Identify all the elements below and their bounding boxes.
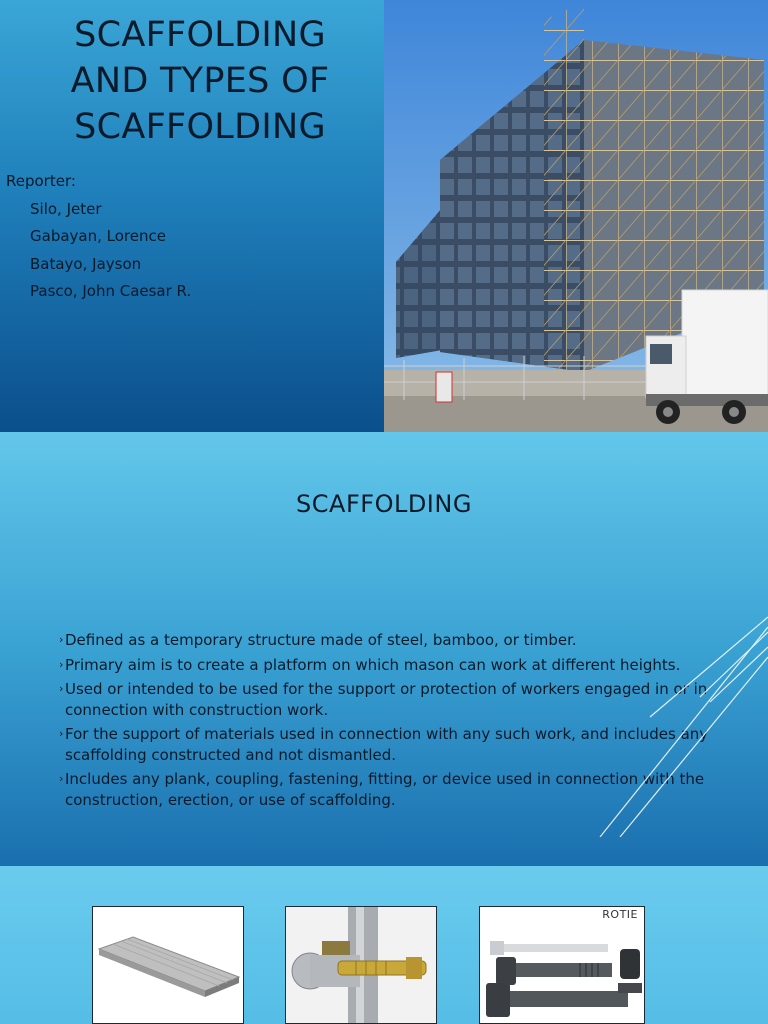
title-line-3: SCAFFOLDING (74, 107, 326, 147)
reporter-label: Reporter: (6, 172, 76, 190)
bullet-chevron-icon: › (59, 657, 64, 671)
reporter-name-1: Silo, Jeter (30, 199, 102, 218)
scaffold-plank-image (92, 906, 244, 1024)
building-scaffolding-photo (384, 0, 768, 432)
definition-slide (0, 432, 768, 866)
title-slide (0, 0, 768, 432)
reporter-name-3: Batayo, Jayson (30, 254, 142, 273)
bullet-text: Defined as a temporary structure made of steel, bamboo, or timber. (65, 631, 577, 649)
brand-label: ROTIE (602, 908, 638, 921)
scaffold-bolts-image (479, 906, 645, 1024)
slide-heading: SCAFFOLDING (296, 490, 472, 518)
bullet-chevron-icon: › (59, 633, 64, 646)
title-line-1: SCAFFOLDING (74, 15, 326, 55)
bullet-chevron-icon: › (59, 682, 64, 695)
bullet-text: Includes any plank, coupling, fastening, fitting, or device used in connection with the construction, erection, or use of scaffolding. (65, 770, 705, 809)
reporter-name-2: Gabayan, Lorence (30, 227, 166, 245)
reporter-name-4: Pasco, John Caesar R. (30, 282, 192, 300)
decorative-lines (590, 597, 768, 837)
bullet-chevron-icon: › (59, 772, 64, 785)
title-line-2: AND TYPES OF (70, 61, 330, 101)
bullet-text: For the support of materials used in connection with any such work, and includes any scaffolding constructed and not dismantled. (65, 725, 709, 764)
reporter-list (6, 168, 191, 306)
scaffold-coupler-image (285, 906, 437, 1024)
bullet-text: Primary aim is to create a platform on which mason can work at different heights. (65, 655, 681, 674)
slide-title (50, 12, 350, 150)
bullet-chevron-icon: › (59, 727, 64, 740)
components-slide (0, 866, 768, 1024)
bullet-text: Used or intended to be used for the support or protection of workers engaged in or in connection with construction work. (65, 680, 708, 719)
